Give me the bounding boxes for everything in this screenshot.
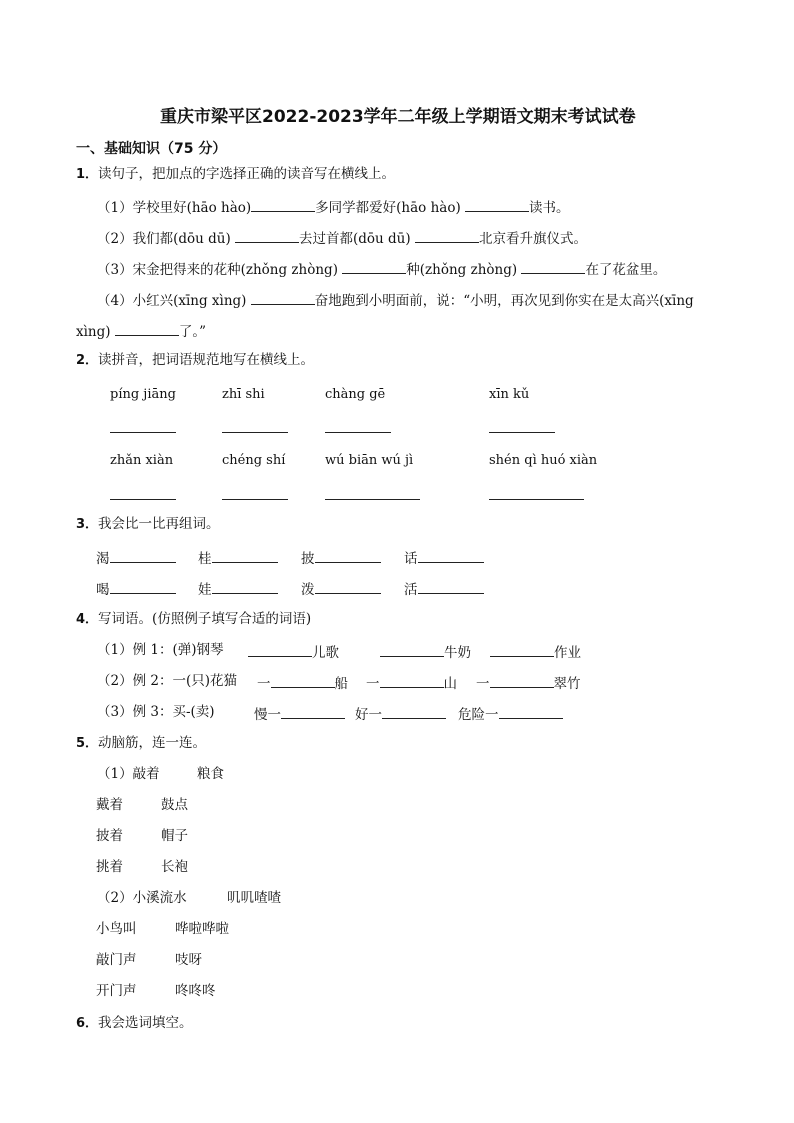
answer-line[interactable] <box>222 432 288 433</box>
word: 山 <box>443 676 457 692</box>
character: 喝 <box>96 582 110 598</box>
compare-item <box>198 581 278 598</box>
q4-item <box>458 706 563 723</box>
q4-item <box>490 644 581 661</box>
question-number: 1． <box>76 167 99 182</box>
compare-item <box>301 581 381 598</box>
question-text: 写词语。(仿照例子填写合适的词语) <box>98 611 312 627</box>
question-text: 我会选词填空。 <box>98 1015 193 1031</box>
q4-item <box>476 675 581 692</box>
q4-item <box>355 706 446 723</box>
prefix: 一 <box>366 676 380 692</box>
answer-blank[interactable] <box>418 581 484 594</box>
question-1-prompt <box>76 168 395 182</box>
q1-sentence-4 <box>97 292 694 309</box>
word: 危险一 <box>458 707 499 723</box>
pinyin-item: chàng gē <box>325 387 386 402</box>
match-left-item[interactable]: （1）敲着 <box>97 766 160 782</box>
q4-item <box>257 675 348 692</box>
sentence-part: xìng) <box>76 324 111 340</box>
match-left-item[interactable]: 挑着 <box>96 859 123 875</box>
answer-blank[interactable] <box>235 230 299 243</box>
word: 作业 <box>554 645 581 661</box>
prefix: 一 <box>257 676 271 692</box>
match-right-item[interactable]: 叽叽喳喳 <box>227 890 281 906</box>
word: 好一 <box>355 707 382 723</box>
section-heading: 一、基础知识（75 分） <box>76 141 227 157</box>
sentence-part: 多同学都爱好(hāo hào) <box>315 200 461 216</box>
question-number: 3． <box>76 517 99 532</box>
compare-item <box>404 550 484 567</box>
compare-item <box>96 550 176 567</box>
question-text: 我会比一比再组词。 <box>98 516 220 532</box>
answer-blank[interactable] <box>251 199 315 212</box>
prefix: 一 <box>476 676 490 692</box>
answer-blank[interactable] <box>212 581 278 594</box>
match-right-item[interactable]: 哗啦哗啦 <box>175 921 229 937</box>
answer-blank[interactable] <box>315 581 381 594</box>
question-5-prompt <box>76 737 206 751</box>
q4-item <box>248 644 339 661</box>
answer-blank[interactable] <box>342 261 406 274</box>
q4-item <box>254 706 345 723</box>
question-number: 5． <box>76 736 99 751</box>
answer-blank[interactable] <box>415 230 479 243</box>
question-number: 4． <box>76 612 99 627</box>
answer-blank[interactable] <box>315 550 381 563</box>
character: 披 <box>301 551 315 567</box>
question-2-prompt <box>76 354 314 368</box>
match-left-item[interactable]: 开门声 <box>96 983 137 999</box>
character: 桂 <box>198 551 212 567</box>
match-right-item[interactable]: 鼓点 <box>161 797 188 813</box>
q4-item <box>366 675 457 692</box>
question-text: 读拼音，把词语规范地写在横线上。 <box>98 352 315 368</box>
pinyin-item: chéng shí <box>222 453 286 468</box>
answer-blank[interactable] <box>110 550 176 563</box>
question-number: 2． <box>76 353 99 368</box>
q4-example-1: （1）例 1：(弹)钢琴 <box>97 642 224 658</box>
match-left-item[interactable]: 披着 <box>96 828 123 844</box>
match-left-item[interactable]: 小鸟叫 <box>96 921 137 937</box>
q1-sentence-2 <box>97 230 587 247</box>
answer-blank[interactable] <box>212 550 278 563</box>
answer-line[interactable] <box>222 499 288 500</box>
pinyin-item: zhǎn xiàn <box>110 453 174 468</box>
answer-blank[interactable] <box>418 550 484 563</box>
sentence-part: 去过首都(dōu dū) <box>299 231 411 247</box>
question-4-prompt <box>76 613 311 627</box>
pinyin-item: píng jiāng <box>110 387 176 402</box>
compare-item <box>198 550 278 567</box>
pinyin-item: xīn kǔ <box>489 387 530 402</box>
q1-sentence-1 <box>97 199 570 216</box>
answer-blank[interactable] <box>281 706 345 719</box>
q1-sentence-4-cont <box>76 323 206 340</box>
answer-blank[interactable] <box>380 675 444 688</box>
sentence-part: 了。” <box>178 324 206 340</box>
answer-line[interactable] <box>110 432 176 433</box>
pinyin-item: wú biān wú jì <box>325 453 414 468</box>
match-right-item[interactable]: 长袍 <box>161 859 188 875</box>
sentence-part: （1）学校里好(hāo hào) <box>97 200 252 216</box>
word: 船 <box>334 676 348 692</box>
answer-blank[interactable] <box>490 675 554 688</box>
sentence-part: （4）小红兴(xīng xìng) <box>97 293 247 309</box>
question-text: 动脑筋，连一连。 <box>98 735 207 751</box>
answer-blank[interactable] <box>521 261 585 274</box>
answer-blank[interactable] <box>248 644 312 657</box>
match-right-item[interactable]: 粮食 <box>197 766 224 782</box>
match-right-item[interactable]: 咚咚咚 <box>175 983 216 999</box>
question-3-prompt <box>76 518 220 532</box>
answer-blank[interactable] <box>271 675 335 688</box>
answer-line[interactable] <box>325 432 391 433</box>
question-6-prompt <box>76 1017 193 1031</box>
answer-line[interactable] <box>489 499 584 500</box>
pinyin-item: shén qì huó xiàn <box>489 453 598 468</box>
sentence-part: 奋地跑到小明面前，说：“小明，再次见到你实在是太高兴(xīng <box>314 293 694 309</box>
character: 娃 <box>198 582 212 598</box>
q1-sentence-3 <box>97 261 666 278</box>
match-left-item[interactable]: 戴着 <box>96 797 123 813</box>
match-right-item[interactable]: 吱呀 <box>175 952 202 968</box>
sentence-part: 北京看升旗仪式。 <box>478 231 587 247</box>
sentence-part: 读书。 <box>529 200 570 216</box>
character: 话 <box>404 551 418 567</box>
sentence-part: 在了花盆里。 <box>585 262 667 278</box>
sentence-part: （2）我们都(dōu dū) <box>97 231 231 247</box>
answer-blank[interactable] <box>490 644 554 657</box>
word: 牛奶 <box>444 645 471 661</box>
sentence-part: （3）宋金把得来的花种(zhǒng zhòng) <box>97 262 338 278</box>
answer-blank[interactable] <box>115 323 179 336</box>
q4-item <box>380 644 471 661</box>
q4-example-2: （2）例 2：一(只)花猫 <box>97 673 238 689</box>
question-number: 6． <box>76 1016 99 1031</box>
word: 儿歌 <box>312 645 339 661</box>
answer-line[interactable] <box>110 499 176 500</box>
answer-blank[interactable] <box>382 706 446 719</box>
page-title: 重庆市梁平区2022-2023学年二年级上学期语文期末考试试卷 <box>160 107 636 127</box>
pinyin-item: zhī shi <box>222 387 265 402</box>
word: 慢一 <box>254 707 281 723</box>
sentence-part: 种(zhǒng zhòng) <box>406 262 518 278</box>
q4-example-3: （3）例 3：买-(卖) <box>97 704 215 720</box>
character: 活 <box>404 582 418 598</box>
answer-line[interactable] <box>325 499 420 500</box>
compare-item <box>301 550 381 567</box>
answer-blank[interactable] <box>251 292 315 305</box>
answer-blank[interactable] <box>499 706 563 719</box>
answer-blank[interactable] <box>110 581 176 594</box>
answer-blank[interactable] <box>465 199 529 212</box>
compare-item <box>96 581 176 598</box>
answer-line[interactable] <box>489 432 555 433</box>
match-left-item[interactable]: 敲门声 <box>96 952 137 968</box>
match-right-item[interactable]: 帽子 <box>161 828 188 844</box>
compare-item <box>404 581 484 598</box>
answer-blank[interactable] <box>380 644 444 657</box>
match-left-item[interactable]: （2）小溪流水 <box>97 890 187 906</box>
character: 渴 <box>96 551 110 567</box>
word: 翠竹 <box>553 676 581 692</box>
question-text: 读句子，把加点的字选择正确的读音写在横线上。 <box>98 166 396 182</box>
character: 泼 <box>301 582 315 598</box>
